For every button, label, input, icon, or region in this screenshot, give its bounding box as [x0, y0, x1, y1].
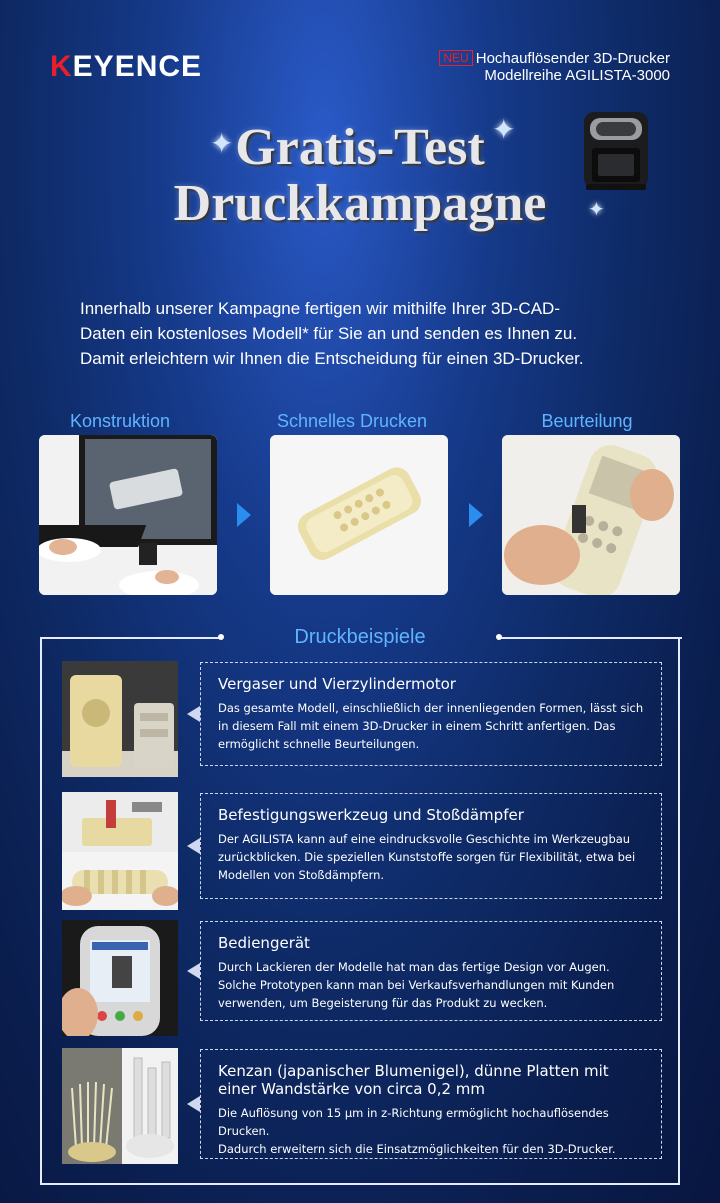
example-text: Das gesamte Modell, einschließlich der innenliegenden Formen, lässt sich in diesem Fall mit einem 3D-Drucker in einem Schritt anfertigen. Das ermöglicht schnelle Beurteilungen.: [218, 701, 644, 751]
product-line-1: Hochauflösender 3D-Drucker: [475, 50, 670, 67]
construction-image: [39, 435, 217, 595]
example-text-line-2: Dadurch erweitern sich die Einsatzmöglichkeiten für den 3D-Drucker.: [218, 1142, 616, 1156]
example-title: Kenzan (japanischer Blumenigel), dünne Platten mit einer Wandstärke von circa 0,2 mm: [218, 1062, 609, 1098]
step-label-printing: Schnelles Drucken: [276, 411, 428, 431]
carburetor-image: [62, 661, 178, 777]
logo-k: K: [50, 50, 73, 83]
example-title: Bediengerät: [218, 934, 310, 952]
example-title: Befestigungswerkzeug und Stoßdämpfer: [218, 806, 524, 824]
campaign-title-line-2: Druckkampagne: [173, 175, 547, 232]
example-title: Vergaser und Vierzylindermotor: [218, 675, 456, 693]
intro-line-3: Damit erleichtern wir Ihnen die Entscheidung für einen 3D-Drucker.: [80, 349, 584, 368]
sparkle-icon: ✦: [492, 114, 516, 145]
product-title: [439, 50, 670, 84]
logo-rest: EYENCE: [72, 50, 203, 83]
printer-image: [578, 108, 654, 192]
arrow-icon: [237, 503, 251, 527]
evaluation-image: [502, 435, 680, 595]
intro-line-2: Daten ein kostenloses Modell* für Sie an und senden es Ihnen zu.: [80, 324, 578, 343]
printing-image: [270, 435, 448, 595]
header: [0, 0, 720, 110]
example-text: Der AGILISTA kann auf eine eindrucksvolle Geschichte im Werkzeugbau zurückblicken. Die speziellen Kunststoffe sorgen für Flexibilität, etwa bei Modellen von Stoßdämpfern.: [218, 832, 636, 882]
product-line-2: Modellreihe AGILISTA-3000: [484, 67, 670, 84]
keyence-logo[interactable]: [50, 50, 202, 84]
new-badge: NEU: [439, 50, 472, 66]
campaign-title-line-1: Gratis-Test: [235, 119, 485, 176]
sparkle-icon: ✦: [210, 128, 234, 159]
frame-top-line: [40, 637, 220, 639]
example-text: [218, 1104, 645, 1158]
example-text: Durch Lackieren der Modelle hat man das fertige Design vor Augen. Solche Prototypen kann man bei Verkaufsverhandlungen mit Kunden verwenden, um Begeisterung für das Produkt zu wecken.: [218, 960, 615, 1010]
step-label-construction: Konstruktion: [69, 411, 171, 431]
example-card: [200, 793, 662, 899]
example-card: [200, 1049, 662, 1159]
fixture-image: [62, 792, 178, 910]
intro-line-1: Innerhalb unserer Kampagne fertigen wir mithilfe Ihrer 3D-CAD-: [80, 299, 560, 318]
example-card: [200, 662, 662, 766]
handheld-device-image: [62, 920, 178, 1036]
kenzan-image: [62, 1048, 178, 1164]
examples-title: Druckbeispiele: [294, 626, 426, 648]
intro-text: [80, 296, 660, 371]
arrow-icon: [469, 503, 483, 527]
sparkle-icon: ✦: [588, 199, 605, 221]
step-label-evaluation: Beurteilung: [541, 411, 633, 431]
frame-top-line: [500, 637, 682, 639]
example-text-line-1: Die Auflösung von 15 μm in z-Richtung ermöglicht hochauflösendes Drucken.: [218, 1106, 609, 1138]
example-card: [200, 921, 662, 1021]
